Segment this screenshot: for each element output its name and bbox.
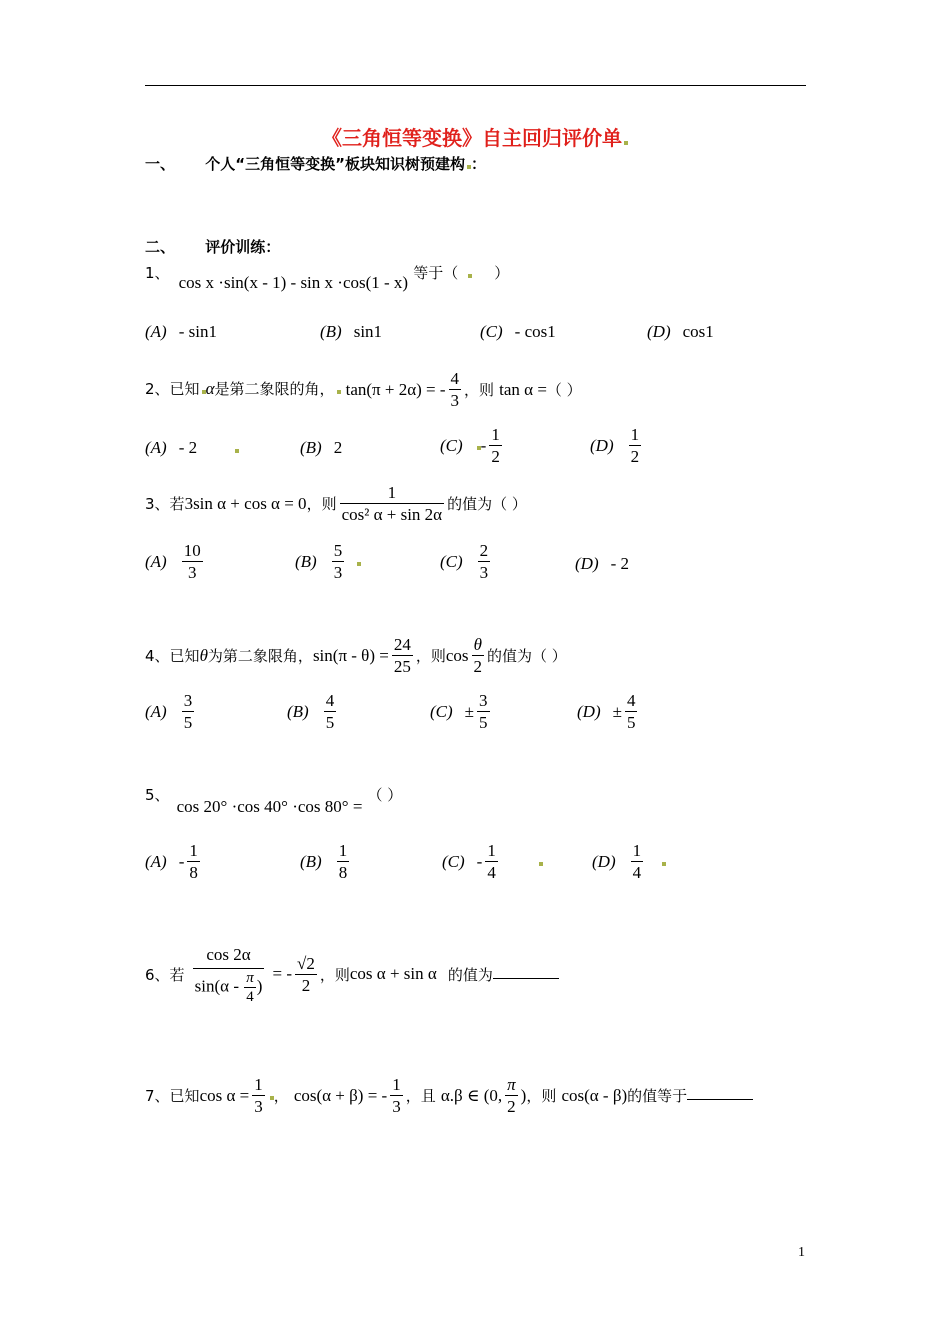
top-rule: [145, 85, 806, 86]
option-b: (B) $\frac{5}{3}$: [295, 540, 361, 583]
question-number: 3、: [145, 495, 170, 513]
page-number: 1: [798, 1245, 805, 1260]
question-expression: cos x ·sin(x - 1) - sin x ·cos(1 - x): [178, 273, 409, 292]
section-heading: 评价训练：: [205, 238, 281, 256]
option-d: (D) $\frac{1}{4}$: [592, 840, 666, 883]
page-title: 《三角恒等变换》自主回归评价单: [0, 122, 950, 151]
section-heading: 个人“三角恒等变换”板块知识树预建构: [205, 155, 465, 173]
option-b: (B) sin1: [320, 322, 383, 341]
question-number: 2、: [145, 380, 170, 398]
option-a: (A) - 2: [145, 438, 239, 458]
fraction: $\frac{4}{3}$: [450, 369, 460, 410]
question-expression: cos 20° ·cos 40° ·cos 80° =: [176, 797, 363, 816]
question-3: 3、若3sin α + cos α = 0，则 $\frac{1}{\text{cos² α + sin 2α}}$ 的值为（ ）: [145, 483, 527, 524]
question-2: 2、已知 α是第二象限的角， tan(π + 2α) = - $\frac{4}{3}$ ，则 tan α =（ ）: [145, 369, 582, 410]
option-d: (D) $\frac{1}{2}$: [590, 425, 640, 466]
question-tail: 等于（: [413, 264, 459, 282]
option-a: (A) $\frac{3}{5}$: [145, 691, 193, 732]
question-number: 1、: [145, 264, 170, 282]
option-c: (C) - $\frac{1}{4}$: [442, 840, 543, 883]
question-5: 5、 cos 20° ·cos 40° ·cos 80° = （ ）: [145, 786, 403, 816]
option-d: (D) cos1: [647, 322, 714, 341]
option-c: (C) $\frac{2}{3}$: [440, 541, 489, 582]
answer-blank[interactable]: [687, 1085, 753, 1100]
question-4: 4、已知θ为第二象限角，sin(π - θ) = $\frac{24}{25}$ ，则cos $\frac{\theta}{2}$ 的值为（ ）: [145, 635, 567, 676]
option-c: (C) ± $\frac{3}{5}$: [430, 691, 488, 732]
option-a: (A) $\frac{10}{3}$: [145, 541, 201, 582]
question-number: 4、: [145, 647, 170, 665]
question-6: 6、若 cos 2α sin(α - $\frac{\pi}{4}$ ) = - $\frac{√2}{2}$ ，则cos α + sin α 的值为: [145, 942, 559, 1006]
section-number: 一、: [145, 155, 176, 173]
option-b: (B) $\frac{4}{5}$: [287, 691, 335, 732]
answer-blank[interactable]: [493, 964, 559, 979]
fraction: $\frac{1}{\text{cos² α + sin 2α}}$: [341, 483, 443, 524]
option-c: (C) - cos1: [480, 322, 556, 341]
section-number: 二、: [145, 238, 176, 256]
question-7: 7、已知cos α = $\frac{1}{3}$ ， cos(α + β) = - $\frac{1}{3}$ ，且 α.β ∈ (0, $\frac{\pi}{2}$ )，则 cos(α - β)的值等于: [145, 1074, 753, 1117]
option-b: (B) $\frac{1}{8}$: [300, 841, 348, 882]
option-a: (A) - $\frac{1}{8}$: [145, 841, 198, 882]
question-number: 6、: [145, 965, 170, 984]
question-1: 1、 cos x ·sin(x - 1) - sin x ·cos(1 - x) 等于（ ）: [145, 264, 510, 292]
section-one: [145, 153, 486, 174]
section-colon: ：: [470, 155, 486, 173]
option-c: (C) - $\frac{1}{2}$: [440, 425, 500, 466]
option-b: (B) 2: [300, 438, 343, 457]
option-a: (A) - sin1: [145, 322, 217, 341]
question-number: 7、: [145, 1087, 170, 1105]
section-two: [145, 236, 280, 257]
option-d: (D) ± $\frac{4}{5}$: [577, 691, 636, 732]
question-number: 5、: [145, 786, 170, 804]
fraction: cos 2α sin(α - $\frac{\pi}{4}$ ): [193, 942, 265, 1006]
option-d: (D) - 2: [575, 554, 630, 573]
